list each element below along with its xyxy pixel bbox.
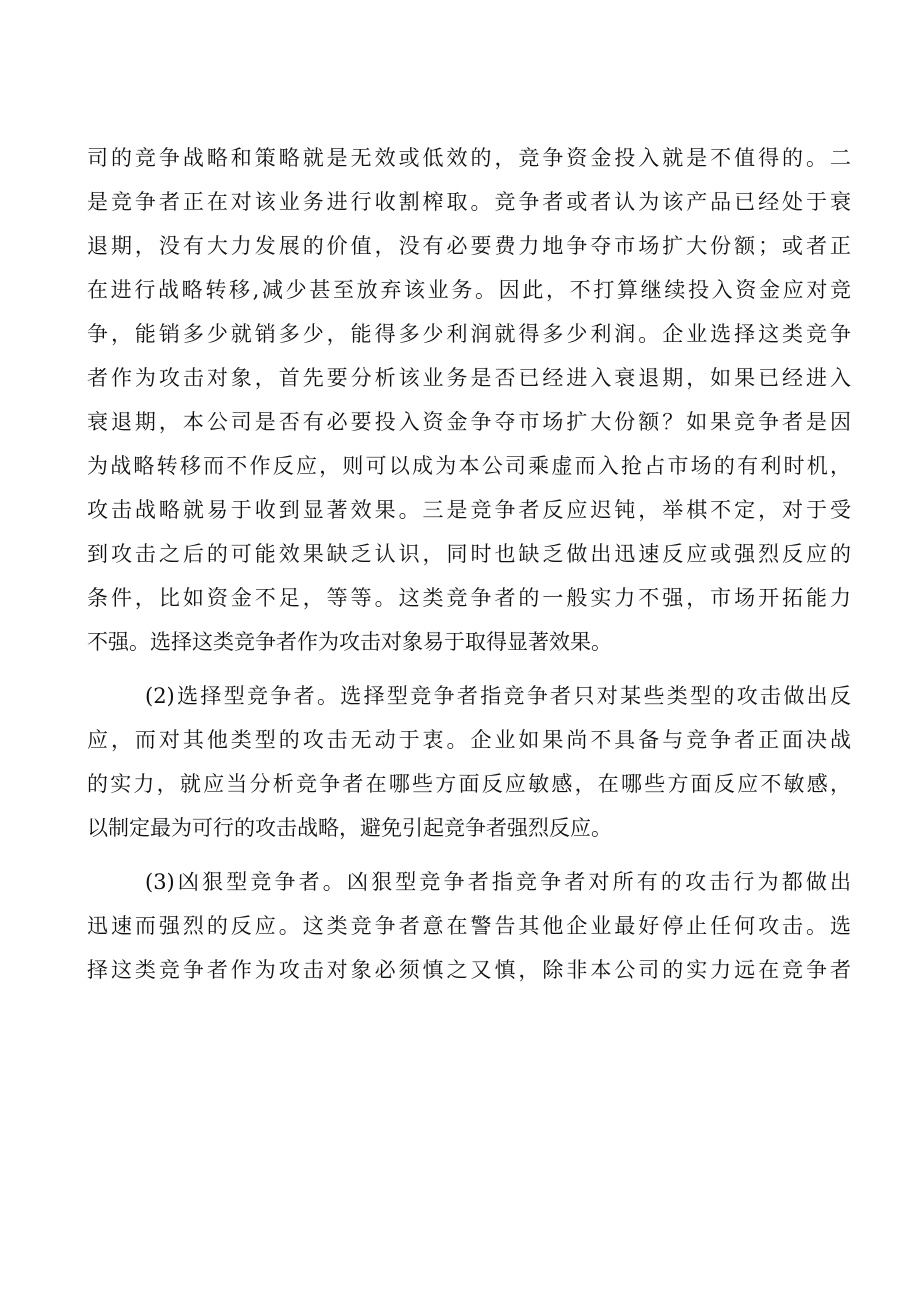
text-line: (2)选择型竞争者。选择型竞争者指竞争者只对某些类型的攻击做出反 [145,684,851,708]
text-line: 到攻击之后的可能效果缺乏认识，同时也缺乏做出迅速反应或强烈反应的 [87,542,851,566]
text-line: 为战略转移而不作反应，则可以成为本公司乘虚而入抢占市场的有利时机， [87,454,851,478]
text-line: 以制定最为可行的攻击战略，避免引起竞争者强烈反应。 [87,816,612,840]
text-line: 应，而对其他类型的攻击无动于衷。企业如果尚不具备与竞争者正面决战 [87,728,851,752]
paragraph-1 [87,136,851,664]
text-line: 迅速而强烈的反应。这类竞争者意在警告其他企业最好停止任何攻击。选 [87,914,851,938]
paragraph-3 [87,860,851,992]
text-line: 择这类竞争者作为攻击对象必须慎之又慎，除非本公司的实力远在竞争者 [87,958,851,982]
text-line: 的实力，就应当分析竞争者在哪些方面反应敏感，在哪些方面反应不敏感， [87,772,851,796]
body-text [87,136,851,992]
text-line: 退期，没有大力发展的价值，没有必要费力地争夺市场扩大份额；或者正 [87,234,851,258]
text-line: 是竞争者正在对该业务进行收割榨取。竞争者或者认为该产品已经处于衰 [87,190,851,214]
text-line: 司的竞争战略和策略就是无效或低效的，竞争资金投入就是不值得的。二 [87,146,851,170]
text-line: 争，能销多少就销多少，能得多少利润就得多少利润。企业选择这类竞争 [87,322,851,346]
text-line: 攻击战略就易于收到显著效果。三是竞争者反应迟钝，举棋不定，对于受 [87,498,851,522]
text-line: 者作为攻击对象，首先要分析该业务是否已经进入衰退期，如果已经进入 [87,366,851,390]
text-line: 在进行战略转移,减少甚至放弃该业务。因此，不打算继续投入资金应对竞 [87,278,851,302]
text-line: 衰退期，本公司是否有必要投入资金争夺市场扩大份额？如果竞争者是因 [87,410,851,434]
text-line: 条件，比如资金不足，等等。这类竞争者的一般实力不强，市场开拓能力 [87,586,851,610]
paragraph-gap [87,850,851,860]
text-line: (3)凶狠型竞争者。凶狠型竞争者指竞争者对所有的攻击行为都做出 [145,870,851,894]
paragraph-2 [87,674,851,850]
text-line: 不强。选择这类竞争者作为攻击对象易于取得显著效果。 [87,630,612,654]
paragraph-gap [87,664,851,674]
